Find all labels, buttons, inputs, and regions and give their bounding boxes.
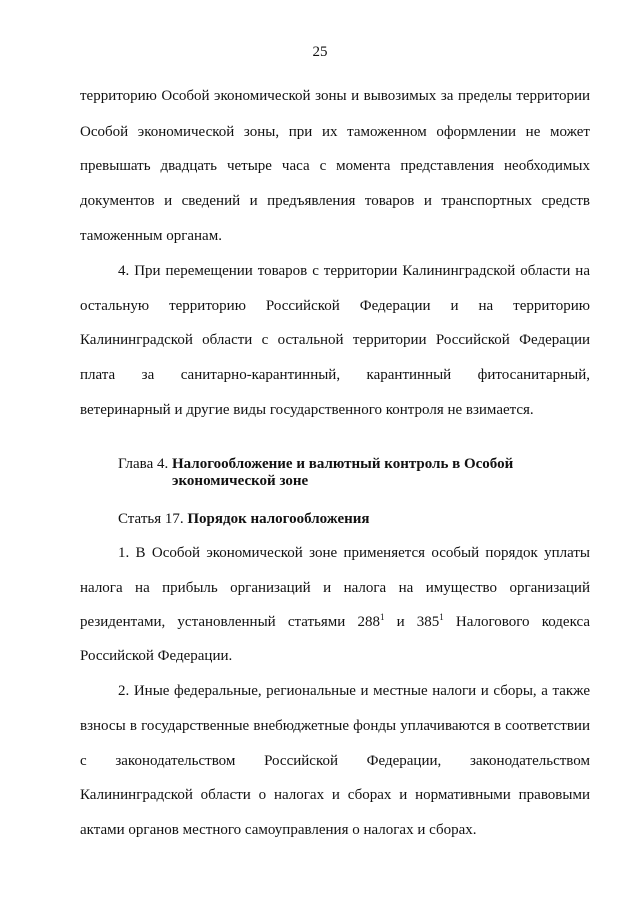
text-segment: и 385	[384, 614, 440, 630]
chapter-heading	[118, 455, 513, 473]
superscript: 1	[439, 612, 444, 622]
chapter-prefix: Глава 4.	[118, 456, 169, 472]
text-line: Калининградской области о налогах и сборах и нормативными правовыми	[80, 787, 590, 803]
text-line: 2. Иные федеральные, региональные и местные налоги и сборы, а также	[118, 683, 590, 699]
superscript: 1	[379, 612, 385, 622]
chapter-title-cont: экономической зоне	[172, 473, 309, 489]
text-line: плата за санитарно-карантинный, карантинный фитосанитарный,	[80, 367, 590, 383]
text-line-with-superscripts	[80, 613, 590, 631]
text-line: документов и сведений и предъявления товаров и транспортных средств	[80, 193, 590, 209]
text-segment: Налогового кодекса	[443, 614, 590, 630]
article-title: Порядок налогообложения	[187, 511, 370, 527]
chapter-title: Налогообложение и валютный контроль в Особой	[171, 456, 514, 472]
text-line: налога на прибыль организаций и налога на имущество организаций	[80, 580, 590, 596]
text-line: 4. При перемещении товаров с территории Калининградской области на	[118, 263, 590, 279]
article-prefix: Статья 17.	[118, 511, 184, 527]
text-line: Особой экономической зоны, при их таможенном оформлении не может	[80, 124, 590, 140]
article-heading	[118, 510, 370, 528]
text-line: превышать двадцать четыре часа с момента представления необходимых	[80, 158, 590, 174]
text-line: Российской Федерации.	[80, 648, 233, 664]
text-line: Калининградской области с остальной территории Российской Федерации	[80, 332, 590, 348]
page-number: 25	[312, 44, 328, 60]
text-line: таможенным органам.	[80, 228, 222, 244]
text-segment: резидентами, установленный статьями 288	[80, 614, 380, 630]
text-line: с законодательством Российской Федерации, законодательством	[80, 753, 590, 769]
text-line: остальную территорию Российской Федерации и на территорию	[80, 298, 590, 314]
text-line: ветеринарный и другие виды государственного контроля не взимается.	[80, 402, 534, 418]
text-line: территорию Особой экономической зоны и вывозимых за пределы территории	[80, 88, 590, 104]
text-line: актами органов местного самоуправления о налогах и сборах.	[80, 822, 477, 838]
text-line: взносы в государственные внебюджетные фонды уплачиваются в соответствии	[80, 718, 590, 734]
text-line: 1. В Особой экономической зоне применяется особый порядок уплаты	[118, 545, 590, 561]
